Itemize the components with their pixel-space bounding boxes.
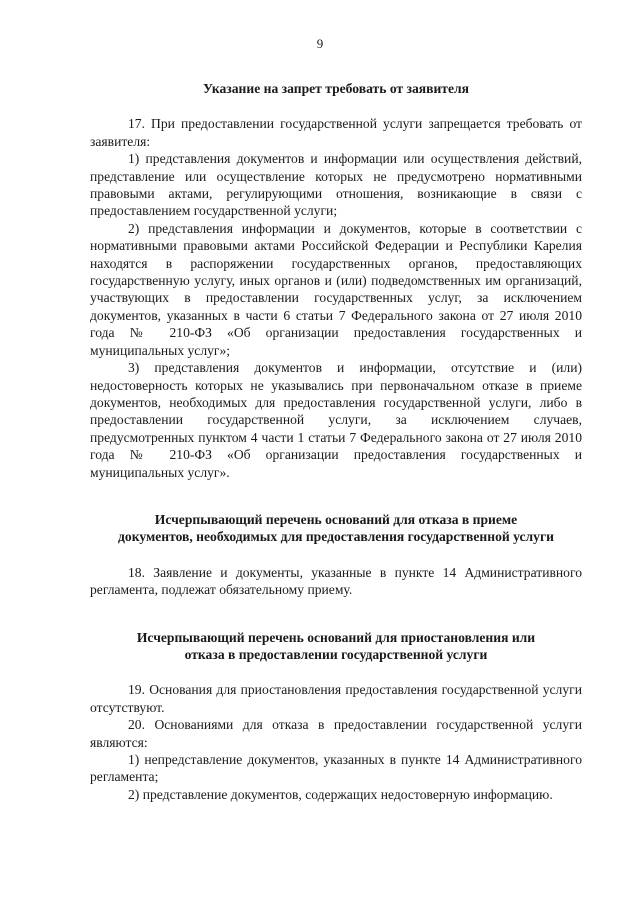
list-item-1: 1) представления документов и информации или осуществления действий, представление или осуществление которых не предусмотрено нормативными правовыми актами, регулирующими отношения, возникающие в связи с предоставлением государственной услуги; xyxy=(90,151,582,219)
heading-suspension-refusal xyxy=(90,629,582,664)
refusal-reason-1: 1) непредставление документов, указанных в пункте 14 Административного регламента; xyxy=(90,752,582,785)
paragraph-18: 18. Заявление и документы, указанные в пункте 14 Административного регламента, подлежат обязательному приему. xyxy=(90,564,582,598)
paragraph-19: 19. Основания для приостановления предоставления государственной услуги отсутствуют. xyxy=(90,682,582,715)
page-content xyxy=(90,80,582,803)
paragraph-20: 20. Основаниями для отказа в предоставлении государственной услуги являются: xyxy=(90,717,582,750)
list-item-2: 2) представления информации и документов, которые в соответствии с нормативными правовыми актами Российской Федерации и Республики Карелия находятся в распоряжении государственных органов, предоставляющих государственную услугу, иных органов и (или) подведомственных им организаций, участвующих в предоставлении государственных услуг, за исключением документов, указанных в части 6 статьи 7 Федерального закона от 27 июля 2010 года № 210-ФЗ «Об организации предоставления государственных и муниципальных услуг»; xyxy=(90,220,582,358)
refusal-reason-2: 2) представление документов, содержащих недостоверную информацию. xyxy=(128,786,553,802)
page-number: 9 xyxy=(316,36,324,51)
heading-refusal-reception xyxy=(90,511,582,546)
paragraph-17: 17. При предоставлении государственной услуги запрещается требовать от заявителя: xyxy=(90,116,582,149)
heading-prohibition: Указание на запрет требовать от заявителя xyxy=(203,81,469,96)
list-item-3: 3) представления документов и информации, отсутствие и (или) недостоверность которых не указывались при первоначальном отказе в приеме документов, необходимых для предоставления государственной услуги, либо в предоставлении государственной услуги, за исключением случаев, предусмотренных пунктом 4 части 1 статьи 7 Федерального закона от 27 июля 2010 года № 210-ФЗ «Об организации предоставления государственных и муниципальных услуг». xyxy=(90,360,582,480)
heading-refusal-reception-line2: документов, необходимых для предоставления государственной услуги xyxy=(118,529,554,545)
heading-suspension-refusal-line1: Исчерпывающий перечень оснований для приостановления или xyxy=(136,629,536,645)
heading-suspension-refusal-line2: отказа в предоставлении государственной услуги xyxy=(184,646,488,662)
heading-refusal-reception-line1: Исчерпывающий перечень оснований для отказа в приеме xyxy=(154,511,518,527)
